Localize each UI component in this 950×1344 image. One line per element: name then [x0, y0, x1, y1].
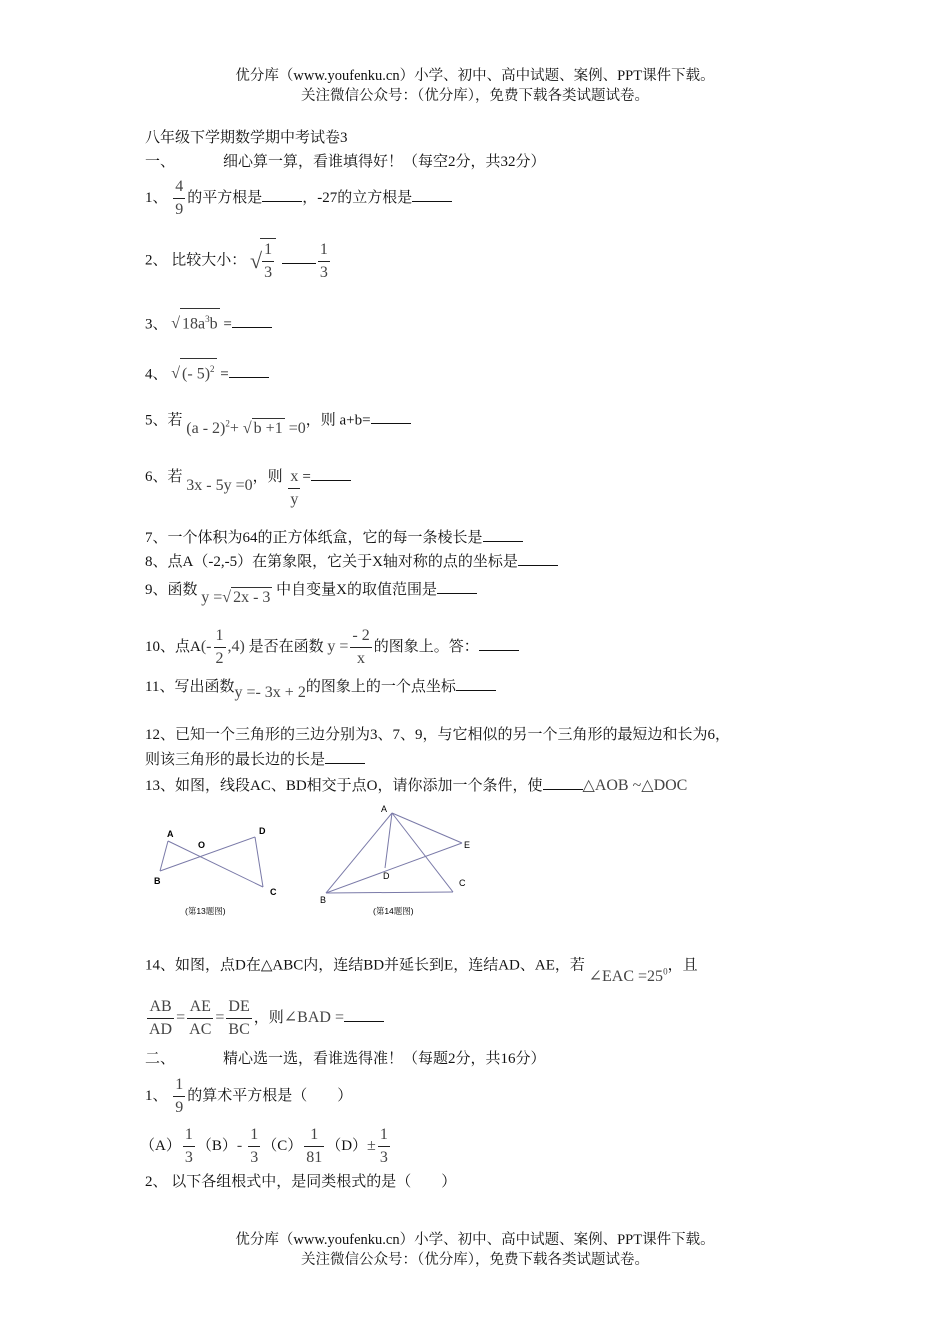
q12-blank[interactable] [325, 749, 365, 764]
fig13-segment-dc [255, 837, 263, 887]
question-1 [145, 176, 452, 221]
q10-function: y = [327, 637, 349, 655]
fig14-label-e: E [464, 840, 471, 850]
mc-question-2: 2、 以下各组根式中，是同类根式的是（ ） [145, 1174, 457, 1190]
q9-text-a: 9、函数 [145, 582, 198, 598]
question-6 [145, 466, 351, 511]
q10-paren-b: ,4) [227, 637, 245, 655]
figures [140, 800, 640, 925]
q6-expression: 3x - 5y =0 [186, 477, 253, 494]
q3-blank[interactable] [232, 313, 272, 328]
q10-paren-a: (- [200, 637, 212, 655]
section-2-number: 二、 [145, 1051, 176, 1067]
fig13-segment-ab [160, 841, 168, 871]
q11-text-a: 11、写出函数 [145, 679, 235, 695]
q13-blank[interactable] [543, 775, 583, 790]
q10-text-a: 10、点A [145, 638, 201, 655]
q14-blank[interactable] [344, 1007, 384, 1022]
q14-text-a: 14、如图，点D在△ABC内，连结BD并延长到E，连结AD、AE，若 [145, 957, 585, 974]
q14-angle-2: ∠BAD = [283, 1008, 344, 1026]
section-2-heading [145, 1049, 546, 1069]
q2-text: 比较大小： [171, 252, 247, 269]
question-12-line-2 [145, 749, 365, 770]
q6-equals: = [302, 469, 311, 485]
mc1-number: 1、 [145, 1087, 168, 1104]
question-3 [145, 308, 272, 334]
q5-text: ，则 a+b= [305, 412, 371, 429]
mc1-option-b[interactable]: （B）- $\frac{1}{3}$ [196, 1126, 259, 1166]
q14-eq-2: = [215, 1008, 225, 1026]
fig13-segment-ac [168, 841, 263, 887]
q5-number: 5、若 [145, 412, 183, 429]
q3-number: 3、 [145, 316, 168, 333]
q11-text-b: 的图象上的一个点坐标 [305, 679, 456, 695]
q2-radical-fraction: $\frac{1}{3}$ [260, 238, 276, 284]
q9-blank[interactable] [437, 579, 477, 594]
fig14-label-c: C [459, 878, 466, 888]
question-5 [145, 405, 411, 438]
header-line-2: 关注微信公众号：（优分库），免费下载各类试题试卷。 [301, 88, 649, 104]
figure-14 [326, 813, 462, 893]
q11-expression: y =- 3x + 2 [234, 684, 306, 701]
q4-equals: = [220, 366, 229, 383]
q3-expression: √ $18a^3b$ [171, 315, 219, 332]
q12-text: 则该三角形的最长边的长是 [145, 752, 326, 768]
figure-13 [160, 837, 263, 887]
fig14-label-d: D [383, 871, 390, 881]
q9-text-b: 中自变量X的取值范围是 [276, 582, 437, 598]
q14-fraction-2: $\frac{AE}{AC}$ [189, 998, 212, 1038]
mc1-option-c[interactable]: （C） $\frac{1}{81}$ [262, 1126, 323, 1166]
q1-text-b: ，-27的立方根是 [302, 189, 413, 206]
q6-blank[interactable] [311, 466, 351, 481]
q14-text-b: ，且 [667, 957, 698, 974]
section-1-heading [145, 152, 546, 172]
fig14-segment-ac [392, 813, 453, 892]
q1-text-a: 的平方根是 [187, 189, 263, 206]
fig14-segment-ae [392, 813, 462, 843]
page-title: 八年级下学期数学期中考试卷3 [145, 130, 348, 146]
q7-text: 7、一个体积为64的正方体纸盒，它的每一条棱长是 [145, 530, 483, 546]
fig13-label-o: O [198, 840, 206, 850]
header-line-1: 优分库（www.youfenku.cn）小学、初中、高中试题、案例、PPT课件下载。 [235, 68, 715, 84]
mc1-options [140, 1124, 392, 1169]
q1-blank-2[interactable] [412, 187, 452, 202]
q1-number: 1、 [145, 189, 168, 206]
q2-fraction: $\frac{1}{3}$ [319, 240, 328, 281]
q13-text: 13、如图，线段AC、BD相交于点O，请你添加一个条件，使 [145, 778, 543, 794]
q10-function-fraction: $\frac{- 2}{x}$ [352, 627, 370, 667]
question-8 [145, 551, 558, 572]
q4-expression: √ (- 5)$^2$ [171, 365, 216, 382]
q5-expression: (a - 2)$^2$+ √ b +1 =0 [186, 419, 306, 438]
q13-expression: △AOB ~△DOC [582, 777, 688, 794]
q1-blank-1[interactable] [262, 187, 302, 202]
q14-fraction-1: $\frac{AB}{AD}$ [149, 998, 173, 1038]
q11-blank[interactable] [456, 676, 496, 691]
q10-text-c: 的图象上。答： [373, 638, 479, 655]
q5-blank[interactable] [371, 409, 411, 424]
q10-fraction: $\frac{1}{2}$ [215, 627, 224, 667]
q6-text: ，则 [252, 469, 283, 485]
q3-equals: = [223, 316, 232, 333]
question-9 [145, 579, 477, 606]
question-12-line-1: 12、已知一个三角形的三边分别为3、7、9，与它相似的另一个三角形的最短边和长为6， [145, 727, 731, 743]
q8-text: 8、点A（-2,-5）在第象限，它关于X轴对称的点的坐标是 [145, 554, 518, 570]
q1-fraction: $\frac{4}{9}$ [175, 178, 184, 218]
question-10 [145, 625, 519, 670]
mc1-option-d[interactable]: （D）± $\frac{1}{3}$ [326, 1126, 388, 1166]
fig13-label-b: B [154, 876, 161, 886]
fig14-segment-bc [326, 892, 453, 893]
q14-fraction-3: $\frac{DE}{BC}$ [228, 998, 250, 1038]
section-1-number: 一、 [145, 154, 176, 170]
q14-eq-1: = [176, 1008, 186, 1026]
section-2-text: 精心选一选，看谁选得准！（每题2分，共16分） [223, 1051, 546, 1067]
question-4 [145, 358, 269, 384]
mc1-fraction: $\frac{1}{9}$ [175, 1076, 184, 1116]
question-14-line-1 [145, 950, 698, 986]
q4-number: 4、 [145, 366, 168, 383]
section-1-text: 细心算一算，看谁填得好！（每空2分，共32分） [223, 154, 546, 170]
q6-number: 6、若 [145, 469, 183, 485]
question-7 [145, 527, 523, 548]
fig14-label-a: A [381, 804, 388, 814]
footer-line-1: 优分库（www.youfenku.cn）小学、初中、高中试题、案例、PPT课件下载。 [235, 1232, 715, 1248]
fig13-label-c: C [270, 887, 277, 897]
fig13-label-d: D [259, 826, 266, 836]
question-14-line-2 [145, 996, 384, 1041]
q10-text-b: 是否在函数 [248, 638, 324, 655]
fig13-caption: (第13题图) [185, 906, 226, 916]
q14-angle: ∠EAC $=25^0$ [588, 967, 668, 986]
fig13-segment-bd [160, 837, 255, 871]
q8-blank[interactable] [518, 551, 558, 566]
question-11 [145, 676, 496, 701]
mc1-option-a[interactable]: （A） $\frac{1}{3}$ [140, 1126, 193, 1166]
q2-blank[interactable] [282, 249, 316, 264]
fig14-caption: (第14题图) [373, 906, 414, 916]
q2-number: 2、 [145, 252, 168, 269]
q4-blank[interactable] [229, 363, 269, 378]
q9-expression: y =√ 2x - 3 [201, 589, 271, 606]
mc1-text: 的算术平方根是（ ） [187, 1087, 353, 1104]
fig13-label-a: A [167, 829, 174, 839]
q14-text-c: ，则 [253, 1009, 284, 1026]
q10-blank[interactable] [479, 636, 519, 651]
q6-fraction: $\frac{x}{y}$ [290, 468, 299, 508]
q7-blank[interactable] [483, 527, 523, 542]
fig14-label-b: B [320, 895, 327, 905]
footer-line-2: 关注微信公众号：（优分库），免费下载各类试题试卷。 [301, 1252, 649, 1268]
question-13 [145, 775, 687, 796]
mc-question-1 [145, 1074, 352, 1119]
fig14-segment-ad [385, 813, 392, 868]
q2-radical-sign: √ [250, 248, 263, 273]
question-2 [145, 238, 332, 284]
